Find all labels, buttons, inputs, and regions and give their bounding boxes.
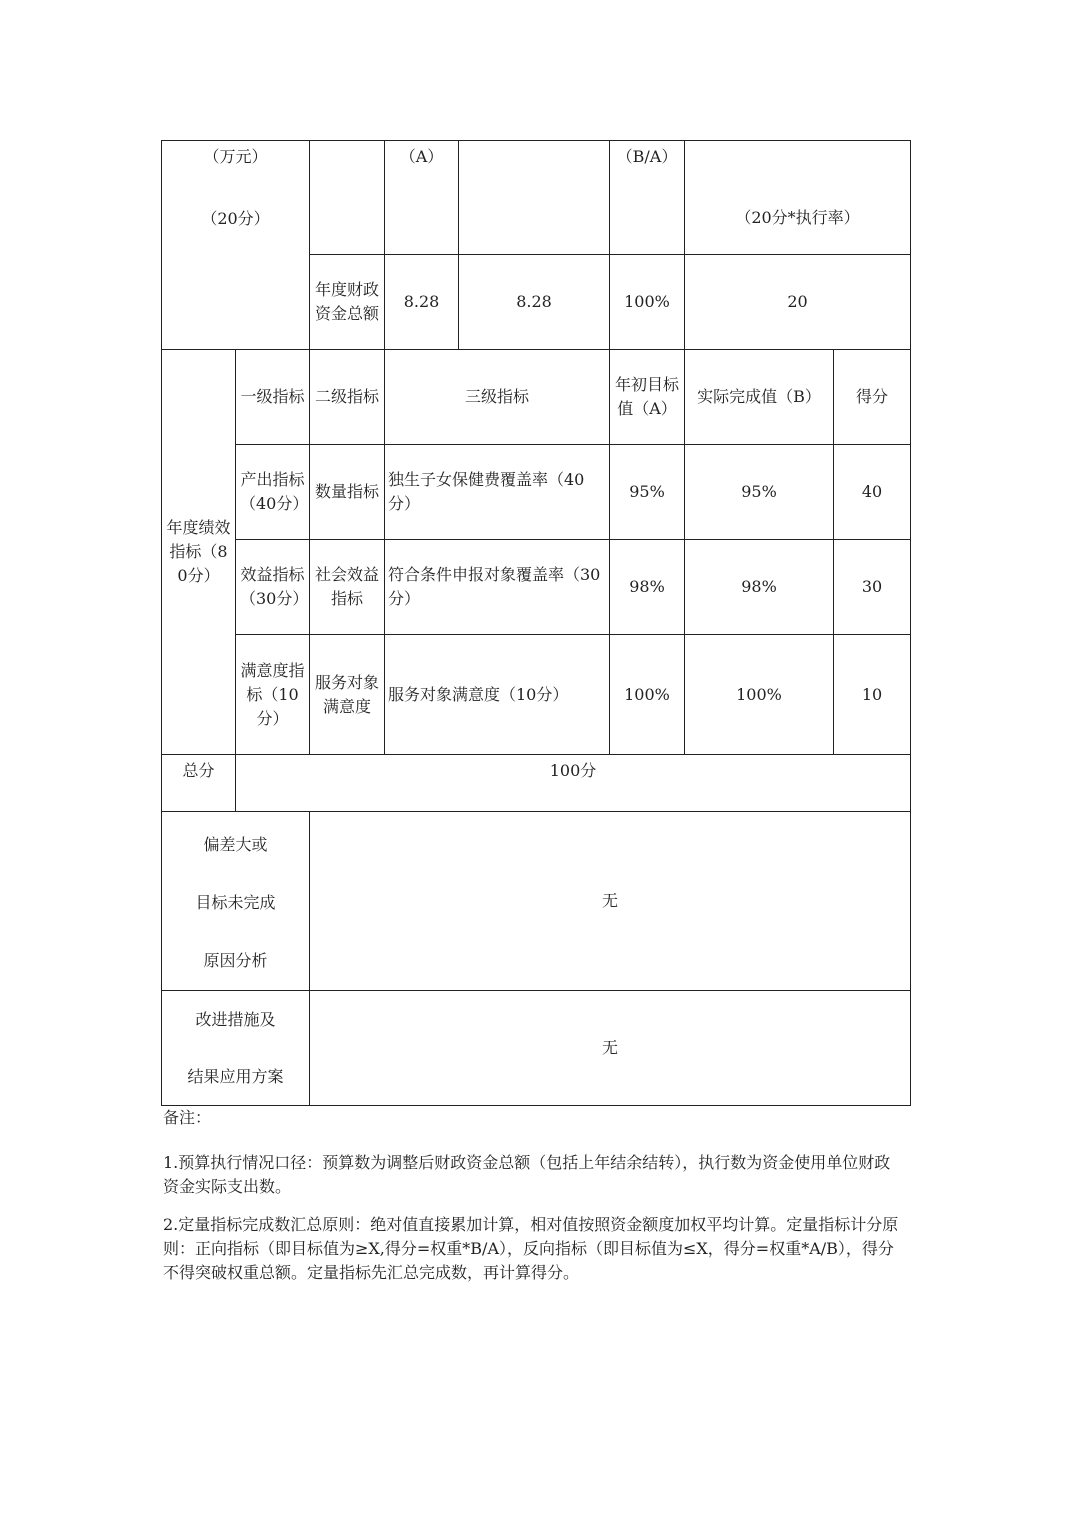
row-level2: 社会效益指标	[310, 540, 385, 635]
total-funds-budget: 8.28	[385, 255, 459, 350]
deviation-label-3: 原因分析	[203, 951, 268, 970]
fund-unit-label: （万元）	[203, 147, 268, 166]
table-row	[162, 635, 911, 755]
total-label: 总分	[162, 755, 236, 812]
header-score: 得分	[834, 350, 911, 445]
header-actual: 实际完成值（B）	[685, 350, 834, 445]
fund-blank-cell	[310, 141, 385, 255]
row-target: 95%	[610, 445, 685, 540]
note-1: 1.预算执行情况口径：预算数为调整后财政资金总额（包括上年结余结转），执行数为资金使用单位财政资金实际支出数。	[163, 1153, 891, 1196]
deviation-value: 无	[310, 812, 911, 991]
table-row	[162, 540, 911, 635]
row-level3: 独生子女保健费覆盖率（40分）	[385, 445, 610, 540]
row-level1: 效益指标（30分）	[236, 540, 310, 635]
score-formula-cell	[685, 141, 911, 255]
deviation-label-1: 偏差大或	[203, 835, 268, 854]
deviation-label	[162, 812, 310, 991]
note-2: 2.定量指标完成数汇总原则：绝对值直接累加计算，相对值按照资金额度加权平均计算。定量指标计分原则：正向指标（即目标值为≥X,得分=权重*B/A），反向指标（即目标值为≤X，得分=权重*A/B），得分不得突破权重总额。定量指标先汇总完成数，再计算得分。	[163, 1215, 899, 1282]
total-value: 100分	[236, 755, 911, 812]
performance-table	[161, 140, 911, 1106]
row-score: 40	[834, 445, 911, 540]
row-level3: 服务对象满意度（10分）	[385, 635, 610, 755]
header-level1: 一级指标	[236, 350, 310, 445]
perf-group-label: 年度绩效指标（80分）	[162, 350, 236, 755]
notes-section	[163, 1106, 903, 1285]
notes-title: 备注：	[163, 1108, 212, 1127]
header-level3: 三级指标	[385, 350, 610, 445]
row-level3: 符合条件申报对象覆盖率（30分）	[385, 540, 610, 635]
row-score: 10	[834, 635, 911, 755]
fund-blank-cell-2	[459, 141, 610, 255]
col-a-header: （A）	[385, 141, 459, 255]
deviation-label-2: 目标未完成	[195, 893, 276, 912]
row-actual: 95%	[685, 445, 834, 540]
row-level2: 数量指标	[310, 445, 385, 540]
row-actual: 98%	[685, 540, 834, 635]
improve-value: 无	[310, 991, 911, 1106]
row-target: 100%	[610, 635, 685, 755]
improve-label-1: 改进措施及	[195, 1010, 276, 1029]
header-target: 年初目标值（A）	[610, 350, 685, 445]
total-funds-rate: 100%	[610, 255, 685, 350]
score-formula: （20分*执行率）	[735, 207, 860, 227]
row-level2: 服务对象满意度	[310, 635, 385, 755]
fund-weight-label: （20分）	[201, 209, 270, 228]
col-ba-header: （B/A）	[610, 141, 685, 255]
total-funds-actual: 8.28	[459, 255, 610, 350]
row-level1: 满意度指标（10分）	[236, 635, 310, 755]
improve-label	[162, 991, 310, 1106]
improve-label-2: 结果应用方案	[187, 1067, 284, 1086]
row-actual: 100%	[685, 635, 834, 755]
row-level1: 产出指标（40分）	[236, 445, 310, 540]
total-funds-label: 年度财政资金总额	[310, 255, 385, 350]
header-level2: 二级指标	[310, 350, 385, 445]
row-target: 98%	[610, 540, 685, 635]
row-score: 30	[834, 540, 911, 635]
table-row	[162, 445, 911, 540]
fund-label-cell	[162, 141, 310, 350]
total-funds-score: 20	[685, 255, 911, 350]
